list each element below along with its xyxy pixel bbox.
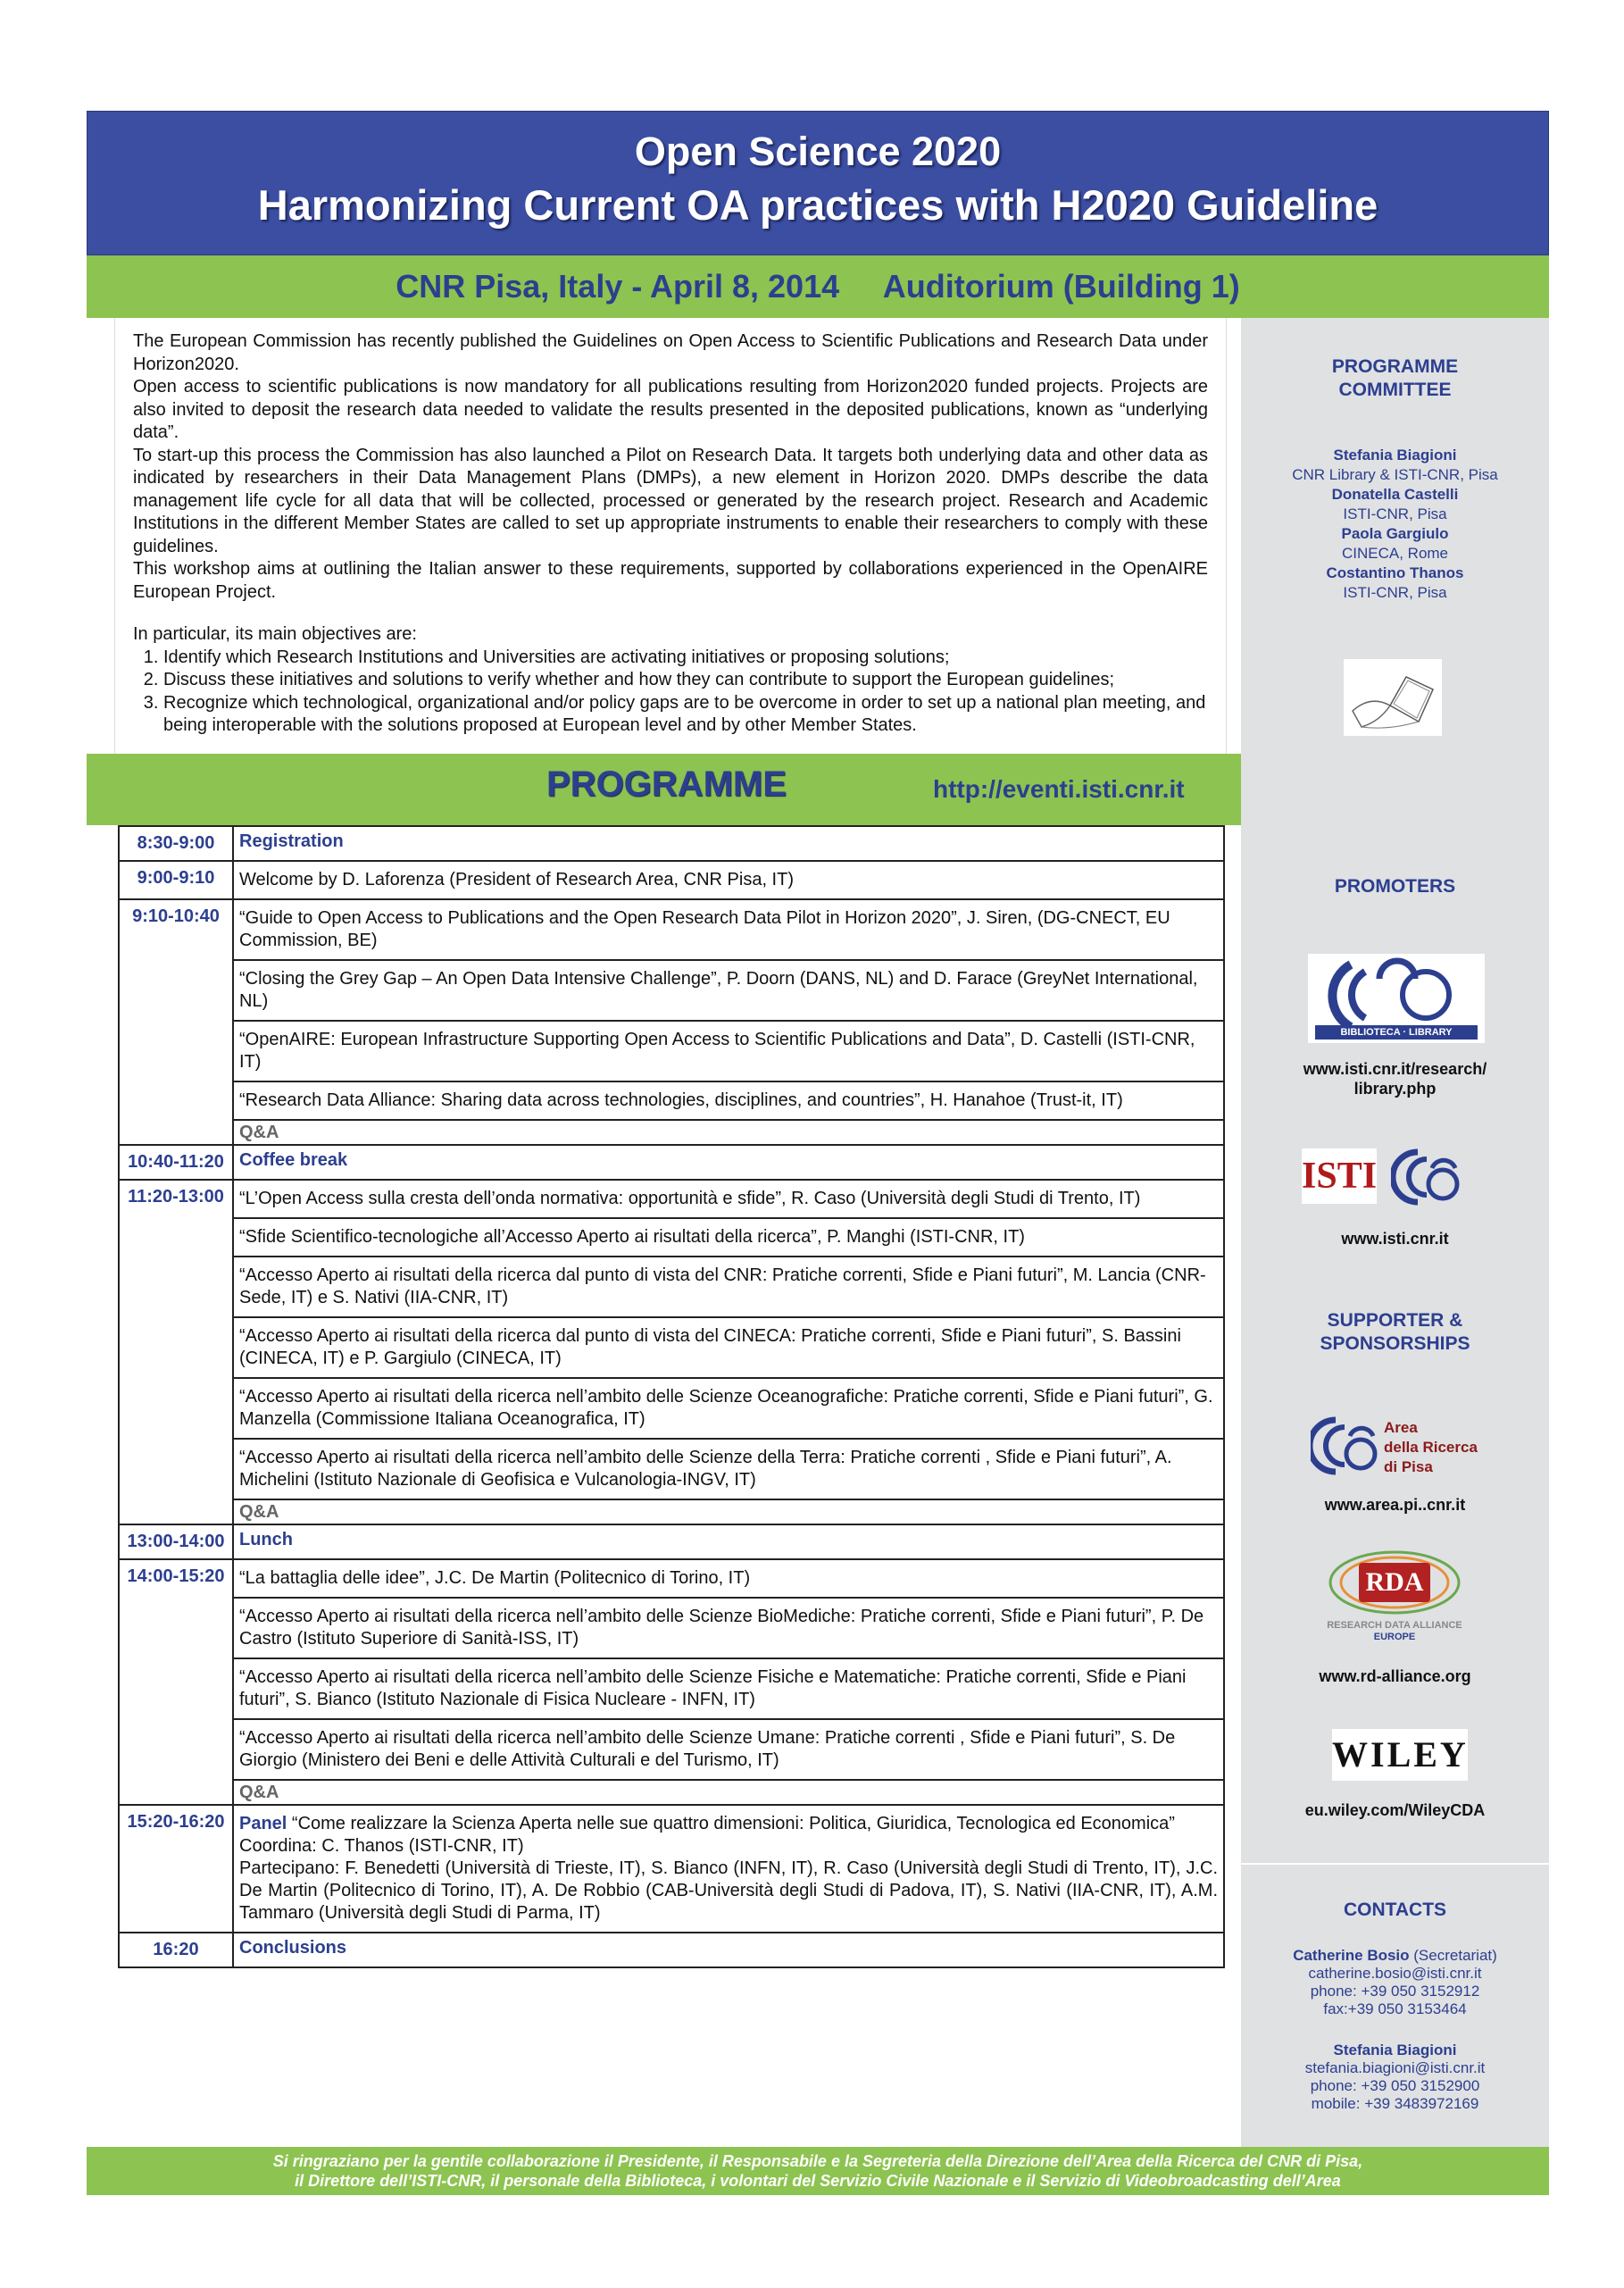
objective-item: 2. Discuss these initiatives and solutions to verify whether and how they can contribute to support the European guidelines; [163, 669, 1208, 692]
table-row [119, 861, 1224, 899]
session-talk: “L’Open Access sulla cresta dell’onda normativa: opportunità e sfide”, R. Caso (Università degli Studi di Trento, IT) [233, 1180, 1224, 1218]
table-row [119, 1719, 1224, 1780]
isti-logo: ISTI [1302, 1148, 1377, 1204]
library-logo-text: BIBLIOTECA · LIBRARY [1340, 1027, 1453, 1038]
wiley-logo: WILEY [1332, 1729, 1468, 1781]
session-title: Coffee break [233, 1145, 1224, 1180]
session-title: Registration [233, 826, 1224, 861]
contact-name: Stefania Biagioni [1333, 2042, 1457, 2058]
area-url[interactable]: www.area.pi..cnr.it [1324, 1496, 1466, 1514]
table-row [119, 1559, 1224, 1598]
session-talk: “Accesso Aperto ai risultati della ricerca nell’ambito delle Scienze Oceanografiche: Pratiche correnti, Sfide e Piani futuri”, G. Manzella (Commissione Italiana Oceanografica, IT) [233, 1378, 1224, 1439]
panel-coordinator: Coordina: C. Thanos (ISTI-CNR, IT) [239, 1836, 524, 1856]
intro-section [114, 318, 1227, 756]
table-row [119, 1524, 1224, 1559]
header-banner [87, 111, 1549, 255]
member-name: Stefania Biagioni [1333, 447, 1457, 463]
table-row [119, 899, 1224, 960]
member-affil: ISTI-CNR, Pisa [1343, 505, 1447, 522]
programme-banner [87, 754, 1241, 825]
table-row [119, 1598, 1224, 1658]
contact-1: Catherine Bosio (Secretariat) catherine.bosio@isti.cnr.it phone: +39 050 3152912 fax:+39 050 3153464 [1241, 1947, 1549, 2018]
member-name: Donatella Castelli [1331, 486, 1459, 503]
table-row [119, 1439, 1224, 1499]
table-row [119, 1145, 1224, 1180]
contact-phone: phone: +39 050 3152900 [1310, 2077, 1480, 2094]
committee-members [1241, 446, 1549, 603]
qa-label: Q&A [233, 1499, 1224, 1524]
cnr-library-logo [1308, 954, 1485, 1043]
contact-name: Catherine Bosio [1293, 1947, 1410, 1964]
session-title: Lunch [233, 1524, 1224, 1559]
session-talk: “Accesso Aperto ai risultati della ricerca dal punto di vista del CNR: Pratiche correnti, Sfide e Piani futuri”, M. Lancia (CNR-Sede, IT) e S. Nativi (IIA-CNR, IT) [233, 1257, 1224, 1317]
table-row [119, 1378, 1224, 1439]
session-talk: “Accesso Aperto ai risultati della ricerca dal punto di vista del CINECA: Pratiche correnti, Sfide e Piani futuri”, S. Bassini (CINECA, IT) e P. Gargiulo (CINECA, IT) [233, 1317, 1224, 1378]
cnr-logo-icon [1391, 1147, 1462, 1207]
table-row [119, 1317, 1224, 1378]
sidebar [1241, 318, 1549, 2195]
panel-title: “Come realizzare la Scienza Aperta nelle sue quattro dimensioni: Politica, Giuridica, Tecnologica ed Economica” [287, 1814, 1175, 1833]
session-time: 15:20-16:20 [119, 1805, 233, 1933]
intro-paragraph-2: Open access to scientific publications is now mandatory for all publications resulting from Horizon2020 funded projects. Projects are also invited to deposit the research data needed to validate the results presented in the deposited publications, known as “underlying data”. [133, 377, 1208, 442]
member-name: Paola Gargiulo [1341, 525, 1449, 542]
rda-logo: RDA RESEARCH DATA ALLIANCE EUROPE [1323, 1547, 1466, 1645]
panel-session [233, 1805, 1224, 1933]
session-talk: Welcome by D. Laforenza (President of Research Area, CNR Pisa, IT) [233, 861, 1224, 899]
programme-title: PROGRAMME [546, 764, 787, 804]
ack-line-2: il Direttore dell’ISTI-CNR, il personale della Biblioteca, i volontari del Servizio Civile Nazionale e il Servizio di Videobroadcasting dell’Area [295, 2172, 1341, 2190]
objectives-intro: In particular, its main objectives are: [133, 624, 417, 644]
isti-url[interactable]: www.isti.cnr.it [1341, 1230, 1449, 1248]
session-title: Conclusions [233, 1933, 1224, 1967]
table-row [119, 1180, 1224, 1218]
supporters-title: SUPPORTER & SPONSORSHIPS [1320, 1310, 1470, 1354]
table-row [119, 826, 1224, 861]
acknowledgements-footer [87, 2147, 1549, 2195]
intro-paragraph-1: The European Commission has recently published the Guidelines on Open Access to Scientific Publications and Research Data under Horizon2020. [133, 331, 1208, 374]
intro-paragraph-3: To start-up this process the Commission has also launched a Pilot on Research Data. It targets both underlying data and other data as indicated by researchers in their Data Management Plans (DMPs), a new element in Horizon 2020. DMPs describe the data management life cycle for all data that will be collected, processed or generated by the research project. Research and Academic Institutions in the different Member States are called to set up appropriate instruments to enable their researchers to comply with these guidelines. [133, 445, 1208, 556]
rda-url[interactable]: www.rd-alliance.org [1319, 1667, 1471, 1685]
session-talk: “La battaglia delle idee”, J.C. De Martin (Politecnico di Torino, IT) [233, 1559, 1224, 1598]
contact-mobile: mobile: +39 3483972169 [1311, 2095, 1479, 2112]
session-talk: “Sfide Scientifico-tecnologiche all’Accesso Aperto ai risultati della ricerca”, P. Manghi (ISTI-CNR, IT) [233, 1218, 1224, 1257]
location-banner [87, 255, 1549, 318]
session-talk: “Accesso Aperto ai risultati della ricerca nell’ambito delle Scienze Umane: Pratiche correnti , Sfide e Piani futuri”, S. De Giorgio (Ministero dei Beni e delle Attività Culturali e del Turismo, IT) [233, 1719, 1224, 1780]
table-row [119, 1658, 1224, 1719]
location-text: CNR Pisa, Italy - April 8, 2014 Auditorium (Building 1) [396, 268, 1240, 305]
programme-table-wrap [118, 825, 1225, 2195]
table-row [119, 1120, 1224, 1145]
objectives-list [133, 647, 1208, 738]
intro-paragraph-4: This workshop aims at outlining the Italian answer to these requirements, supported by collaborations experienced in the OpenAIRE European Project. [133, 559, 1208, 602]
table-row [119, 1933, 1224, 1967]
ack-line-1: Si ringraziano per la gentile collaborazione il Presidente, il Responsabile e la Segreteria della Direzione dell’Area della Ricerca del CNR di Pisa, [272, 2152, 1363, 2170]
session-talk: “Closing the Grey Gap – An Open Data Intensive Challenge”, P. Doorn (DANS, NL) and D. Farace (GreyNet International, NL) [233, 960, 1224, 1021]
session-talk: “OpenAIRE: European Infrastructure Supporting Open Access to Scientific Publications and Data”, D. Castelli (ISTI-CNR, IT) [233, 1021, 1224, 1081]
table-row [119, 1021, 1224, 1081]
table-row [119, 1805, 1224, 1933]
member-affil: CNR Library & ISTI-CNR, Pisa [1292, 466, 1498, 483]
member-affil: CINECA, Rome [1341, 545, 1449, 562]
open-access-sketch-icon [1344, 659, 1442, 736]
session-time: 14:00-15:20 [119, 1559, 233, 1805]
table-row [119, 1257, 1224, 1317]
session-time: 16:20 [119, 1933, 233, 1967]
contact-email[interactable]: stefania.biagioni@isti.cnr.it [1304, 2059, 1486, 2076]
session-time: 13:00-14:00 [119, 1524, 233, 1559]
member-name: Costantino Thanos [1326, 564, 1464, 581]
panel-participants: Partecipano: F. Benedetti (Università di Trieste, IT), S. Bianco (INFN, IT), R. Caso (Università degli Studi di Trento, IT), J.C. De Martin (Politecnico di Torino, IT), A. De Robbio (CAB-Università degli Studi di Padova, IT), S. Nativi (IIA-CNR, IT), A.M. Tammaro (Università degli Studi di Parma, IT) [239, 1858, 1218, 1923]
promoters-title: PROMOTERS [1334, 876, 1456, 897]
session-talk: “Research Data Alliance: Sharing data across technologies, disciplines, and countries”, H. Hanahoe (Trust-it, IT) [233, 1081, 1224, 1120]
table-row [119, 1218, 1224, 1257]
event-subtitle: Harmonizing Current OA practices with H2020 Guideline [257, 181, 1378, 229]
contact-phone: phone: +39 050 3152912 [1310, 1983, 1480, 2000]
table-row [119, 1499, 1224, 1524]
table-row [119, 1081, 1224, 1120]
session-time: 11:20-13:00 [119, 1180, 233, 1524]
area-cnr-logo-icon [1311, 1415, 1378, 1477]
divider [1241, 1863, 1549, 1865]
programme-url[interactable]: http://eventi.isti.cnr.it [933, 775, 1185, 803]
objective-item: 1. Identify which Research Institutions and Universities are activating initiatives or proposing solutions; [163, 647, 1208, 670]
event-title: Open Science 2020 [634, 129, 1002, 174]
session-time: 10:40-11:20 [119, 1145, 233, 1180]
session-time: 8:30-9:00 [119, 826, 233, 861]
objective-item: 3. Recognize which technological, organizational and/or policy gaps are to be overcome in order to set up a national plan meeting, and being interoperable with the solutions proposed at European level and by other Member States. [163, 692, 1208, 738]
table-row [119, 1780, 1224, 1805]
session-talk: “Guide to Open Access to Publications and the Open Research Data Pilot in Horizon 2020”, J. Siren, (DG-CNECT, EU Commission, BE) [233, 899, 1224, 960]
area-logo-text: Area della Ricerca di Pisa [1384, 1419, 1478, 1475]
qa-label: Q&A [233, 1120, 1224, 1145]
session-talk: “Accesso Aperto ai risultati della ricerca nell’ambito delle Scienze Fisiche e Matematiche: Pratiche correnti, Sfide e Piani futuri”, S. Bianco (Istituto Nazionale di Fisica Nucleare - INFN, IT) [233, 1658, 1224, 1719]
member-affil: ISTI-CNR, Pisa [1343, 584, 1447, 601]
contact-email[interactable]: catherine.bosio@isti.cnr.it [1308, 1965, 1482, 1982]
session-time: 9:00-9:10 [119, 861, 233, 899]
session-talk: “Accesso Aperto ai risultati della ricerca nell’ambito delle Scienze della Terra: Pratiche correnti , Sfide e Piani futuri”, A. Michelini (Istituto Nazionale di Geofisica e Vulcanologia-INGV, IT) [233, 1439, 1224, 1499]
session-talk: “Accesso Aperto ai risultati della ricerca nell’ambito delle Scienze BioMediche: Pratiche correnti, Sfide e Piani futuri”, P. De Castro (Istituto Superiore di Sanità-ISS, IT) [233, 1598, 1224, 1658]
library-url[interactable]: www.isti.cnr.it/research/ library.php [1303, 1060, 1487, 1098]
wiley-url[interactable]: eu.wiley.com/WileyCDA [1304, 1801, 1486, 1819]
table-row [119, 960, 1224, 1021]
committee-title: PROGRAMME COMMITTEE [1331, 356, 1459, 400]
qa-label: Q&A [233, 1780, 1224, 1805]
session-time: 9:10-10:40 [119, 899, 233, 1145]
contacts-title: CONTACTS [1343, 1900, 1447, 1920]
panel-label: Panel [239, 1814, 287, 1833]
programme-table [118, 825, 1225, 1968]
contact-2 [1241, 2042, 1549, 2113]
contact-fax: fax:+39 050 3153464 [1323, 2000, 1467, 2017]
